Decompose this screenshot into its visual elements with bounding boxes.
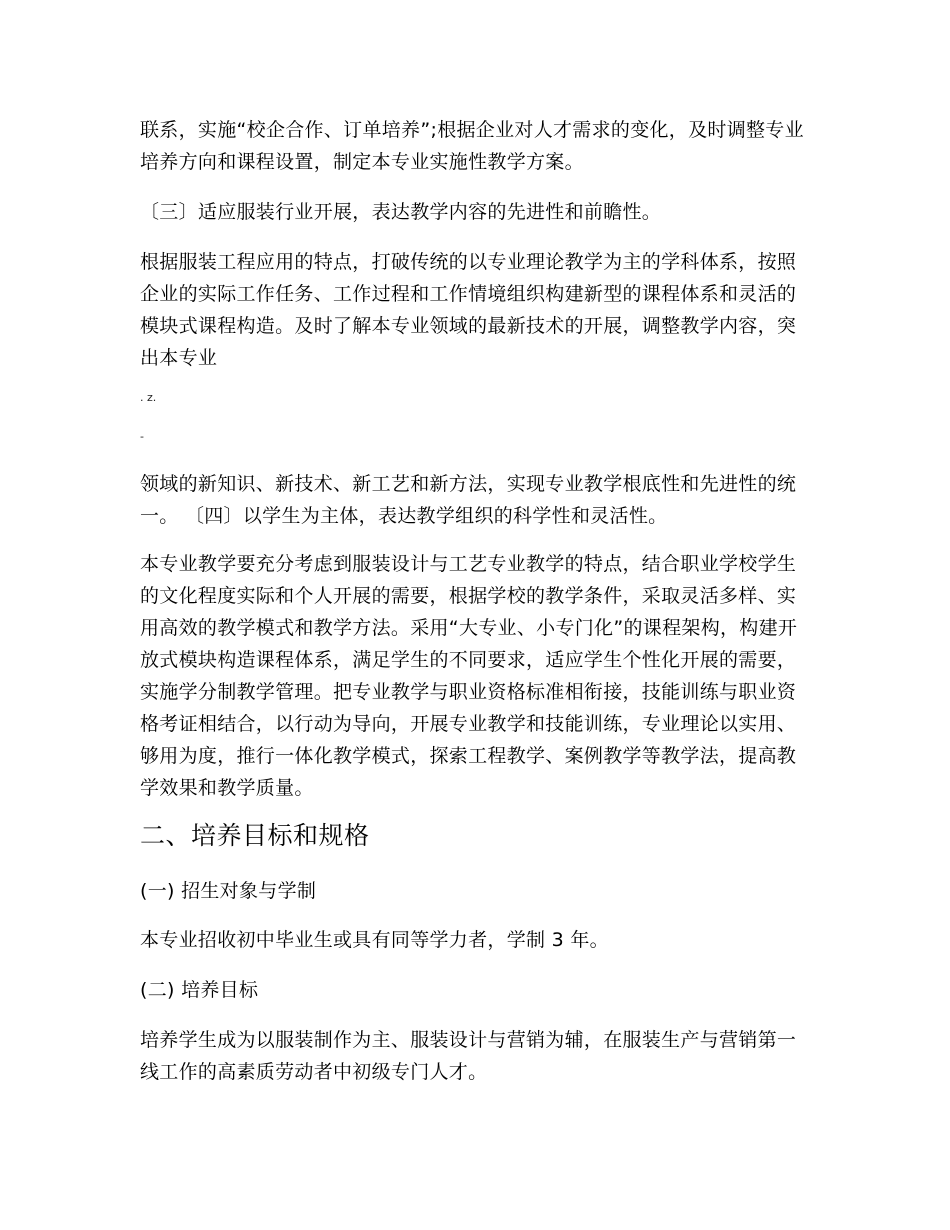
subheading-training-goal: (二) 培养目标 [140,979,259,1001]
page-marker-z: . z. [140,391,157,404]
subheading-enrollment: (一) 招生对象与学制 [140,880,317,902]
paragraph-training-goal: 培养学生成为以服装制作为主、服装设计与营销为辅，在服装生产与营销第一线工作的高素质劳动者中初级专门人才。 [140,1029,797,1083]
section-heading-goals: 二、培养目标和规格 [140,821,370,850]
paragraph-item-three: 〔三〕适应服装行业开展，表达教学内容的先进性和前瞻性。 [140,201,662,223]
paragraph-teaching-model: 本专业教学要充分考虑到服装设计与工艺专业教学的特点，结合职业学校学生的文化程度实际和个人开展的需要，根据学校的教学条件，采取灵活多样、实用高效的教学模式和教学方法。采用“大专业、小专门化”的课程架构，构建开放式模块构造课程体系，满足学生的不同要求，适应学生个性化开展的需要，实施学分制教学管理。把专业教学与职业资格标准相衔接，技能训练与职业资格考证相结合，以行动为导向，开展专业教学和技能训练，专业理论以实用、够用为度，推行一体化教学模式，探索工程教学、案例教学等教学法，提高教学效果和教学质量。 [140,553,798,799]
paragraph-curriculum-system: 根据服装工程应用的特点，打破传统的以专业理论教学为主的学科体系，按照企业的实际工作任务、工作过程和工作情境组织构建新型的课程体系和灵活的模块式课程构造。及时了解本专业领域的最新技术的开展，调整教学内容，突出本专业 [140,251,797,369]
paragraph-school-enterprise: 联系，实施“校企合作、订单培养”;根据企业对人才需求的变化，及时调整专业培养方向和课程设置，制定本专业实施性教学方案。 [140,119,804,173]
paragraph-enrollment-detail: 本专业招收初中毕业生或具有同等学力者，学制 3 年。 [140,929,609,951]
page-marker-dash: - [140,430,144,443]
paragraph-new-knowledge: 领域的新知识、新技术、新工艺和新方法，实现专业教学根底性和先进性的统一。 〔四〕以学生为主体，表达教学组织的科学性和灵活性。 [140,473,797,527]
